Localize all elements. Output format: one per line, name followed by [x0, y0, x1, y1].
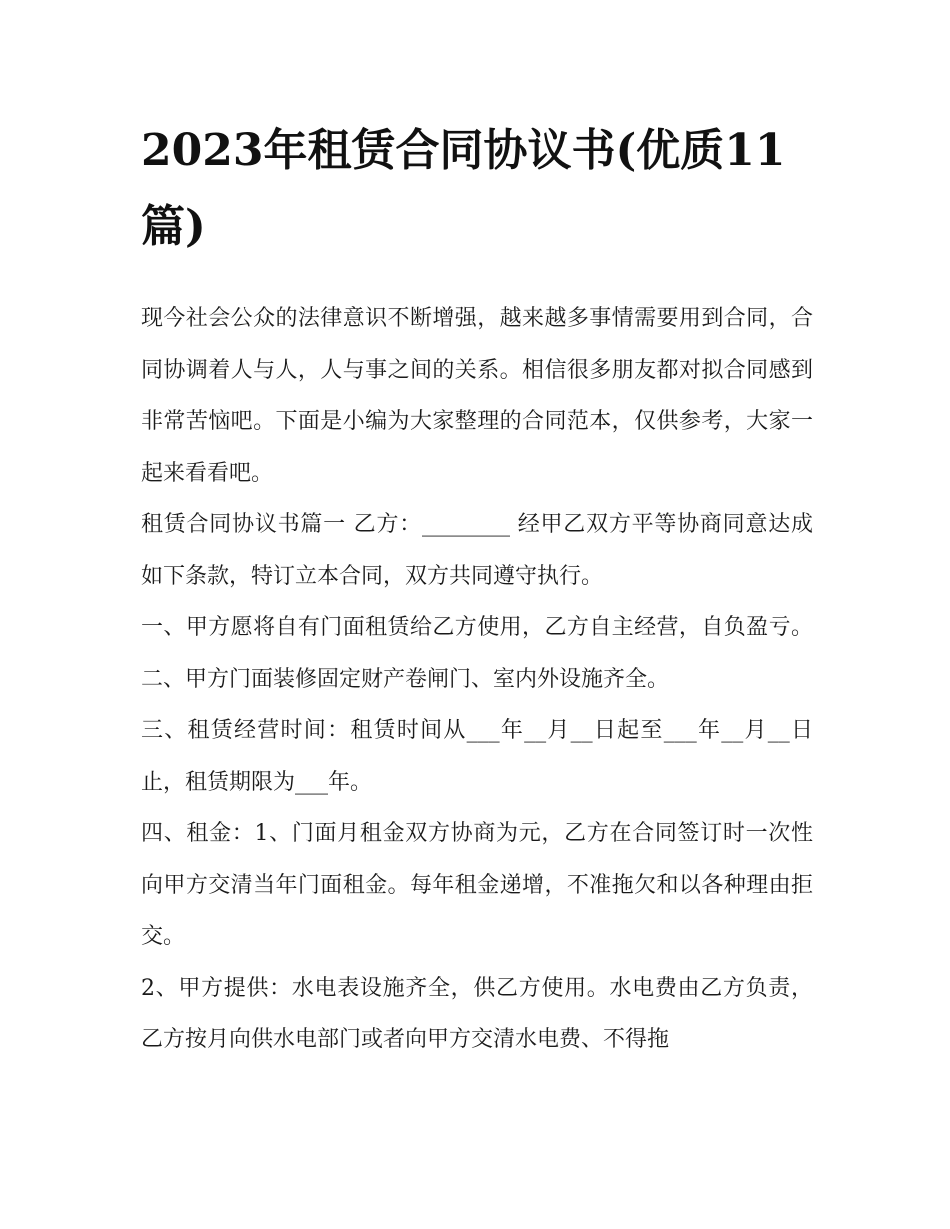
clause-3-paragraph: 三、租赁经营时间：租赁时间从___年__月__日起至___年__月__日止，租赁期限为___年。 [141, 718, 813, 795]
document-page [141, 113, 813, 1066]
document-body [141, 293, 813, 1066]
document-title: 2023年租赁合同协议书(优质11篇) [141, 125, 786, 252]
clause-4-paragraph: 四、租金：1、门面月租金双方协商为元，乙方在合同签订时一次性向甲方交清当年门面租金。每年租金递增，不准拖欠和以各种理由拒交。 [141, 821, 813, 949]
clause-4-2-paragraph: 2、甲方提供：水电表设施齐全，供乙方使用。水电费由乙方负责，乙方按月向供水电部门或者向甲方交清水电费、不得拖 [141, 975, 813, 1052]
contract-preamble-paragraph: 租赁合同协议书篇一 乙方：________ 经甲乙双方平等协商同意达成如下条款，特订立本合同，双方共同遵守执行。 [141, 512, 813, 589]
intro-paragraph: 现今社会公众的法律意识不断增强，越来越多事情需要用到合同，合同协调着人与人，人与事之间的关系。相信很多朋友都对拟合同感到非常苦恼吧。下面是小编为大家整理的合同范本，仅供参考，大家一起来看看吧。 [141, 306, 813, 486]
clause-1-2-paragraph: 一、甲方愿将自有门面租赁给乙方使用，乙方自主经营，自负盈亏。 二、甲方门面装修固定财产卷闸门、室内外设施齐全。 [141, 615, 813, 692]
